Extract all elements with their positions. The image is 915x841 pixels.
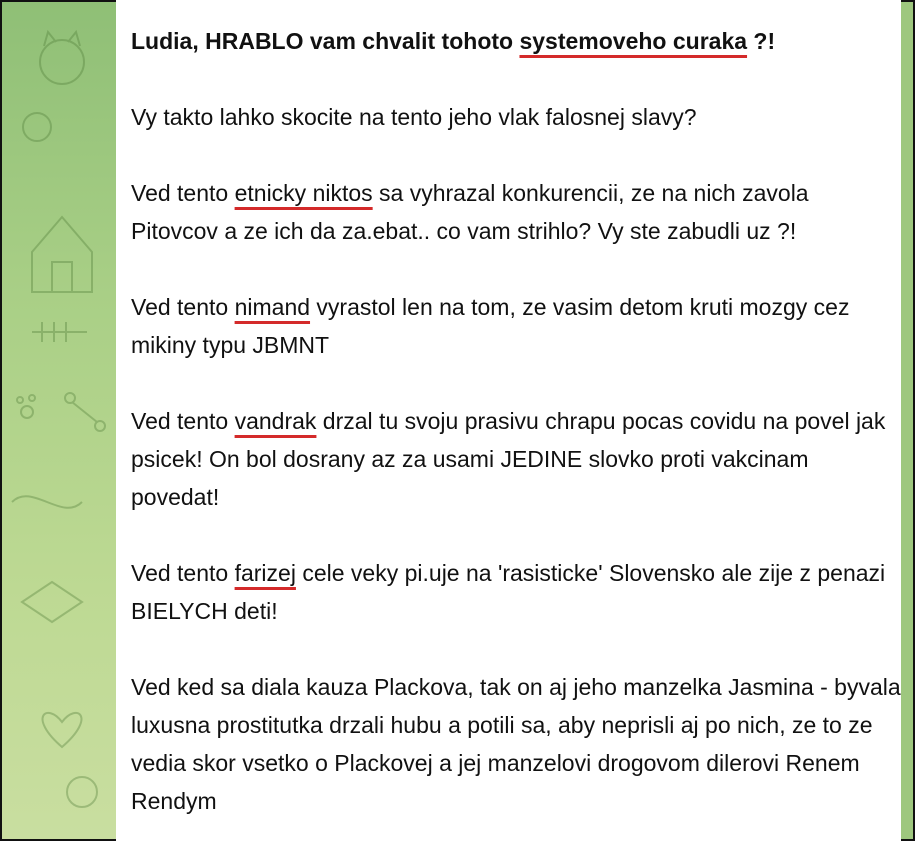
message-paragraph-3: Ved tento etnicky niktos sa vyhrazal konkurencii, ze na nich zavola Pitovcov a ze ich da za.ebat.. co vam strihlo? Vy ste zabudli uz ?! <box>131 180 809 244</box>
spellcheck-highlight: etnicky niktos <box>234 180 373 206</box>
message-paragraph-4: Ved tento nimand vyrastol len na tom, ze vasim detom kruti mozgy cez mikiny typu JBMNT <box>131 294 850 358</box>
doodle-pattern <box>2 2 122 841</box>
spellcheck-highlight: systemoveho curaka <box>519 28 748 54</box>
spellcheck-highlight: farizej <box>234 560 296 586</box>
spellcheck-highlight: nimand <box>234 294 311 320</box>
paw-doodle-icon <box>17 395 35 418</box>
doghouse-doodle-icon <box>32 217 92 292</box>
spellcheck-highlight: vandrak <box>234 408 317 434</box>
message-paragraph-7: Ved ked sa diala kauza Plackova, tak on aj jeho manzelka Jasmina - byvala luxusna prostitutka drzali hubu a potili sa, aby neprisli aj po nich, ze to ze vedia skor vsetko o Plackovej a jej manzelovi drogovom dilerovi Renem Rendym <box>131 674 901 814</box>
heart-doodle-icon <box>43 713 82 747</box>
message-paragraph-5: Ved tento vandrak drzal tu svoju prasivu chrapu pocas covidu na povel jak psicek! On bol dosrany az za usami JEDINE slovko proti vakcinam povedat! <box>131 408 886 510</box>
message-paragraph-2: Vy takto lahko skocite na tento jeho vlak falosnej slavy? <box>131 104 697 130</box>
message-paragraph-6: Ved tento farizej cele veky pi.uje na 'rasisticke' Slovensko ale zije z penazi BIELYCH deti! <box>131 560 886 624</box>
cat-doodle-icon <box>40 32 84 84</box>
message-text <box>131 22 901 820</box>
bone-doodle-icon <box>65 393 105 431</box>
scroll-margin <box>901 2 913 841</box>
fish-bone-doodle-icon <box>32 322 87 342</box>
message-paragraph-1: Ludia, HRABLO vam chvalit tohoto systemoveho curaka ?! <box>131 28 776 54</box>
